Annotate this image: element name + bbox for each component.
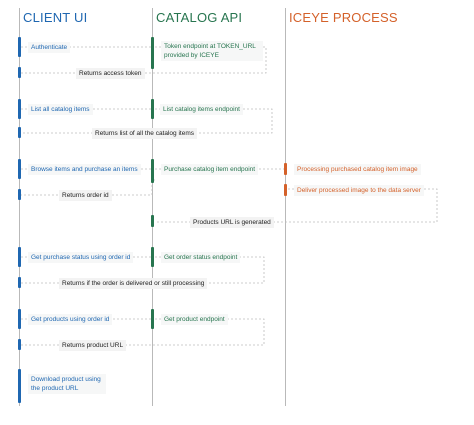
activation-bar-catalog	[151, 37, 154, 69]
activation-bar-iceye	[284, 163, 287, 175]
step-list-catalog-endpoint: List catalog items endpoint	[160, 104, 243, 115]
step-token-endpoint: Token endpoint at TOKEN_URL provided by ICEYE	[161, 41, 263, 61]
step-authenticate: Authenticate	[28, 42, 70, 53]
activation-bar-client	[18, 247, 21, 267]
activation-bar-client	[18, 37, 21, 57]
activation-bar-client	[18, 309, 21, 329]
step-purchase-endpoint: Purchase catalog item endpoint	[161, 164, 258, 175]
activation-bar-client	[18, 67, 21, 78]
step-returns-order-id: Returns order id	[59, 190, 112, 201]
step-returns-catalog-list: Returns list of all the catalog items	[92, 128, 197, 139]
activation-bar-client	[18, 339, 21, 350]
activation-bar-client	[18, 127, 21, 138]
activation-bar-client	[18, 99, 21, 119]
step-order-status-endpoint: Get order status endpoint	[161, 252, 240, 263]
step-browse-purchase: Browse items and purchase an items	[28, 164, 141, 175]
lane-title-client-ui: CLIENT UI	[23, 10, 88, 25]
step-deliver-image: Deliver processed image to the data server	[294, 185, 424, 196]
activation-bar-client	[18, 159, 21, 179]
activation-bar-catalog	[151, 215, 154, 227]
step-processing-image: Processing purchased catalog item image	[294, 164, 421, 175]
lane-title-catalog-api: CATALOG API	[156, 10, 243, 25]
step-download-product: Download product using the product URL	[28, 374, 106, 394]
activation-bar-client	[18, 277, 21, 288]
step-returns-access-token: Returns access token	[76, 68, 145, 79]
activation-bar-catalog	[151, 247, 154, 267]
activation-bar-catalog	[151, 309, 154, 329]
step-products-url-generated: Products URL is generated	[190, 217, 274, 228]
step-returns-order-status: Returns if the order is delivered or still processing	[59, 278, 207, 289]
step-product-endpoint: Get product endpoint	[161, 314, 228, 325]
step-get-products: Get products using order id	[28, 314, 112, 325]
activation-bar-catalog	[151, 159, 154, 183]
activation-bar-iceye	[284, 184, 287, 196]
step-list-catalog-items: List all catalog items	[28, 104, 93, 115]
activation-bar-client	[18, 189, 21, 200]
lane-title-iceye-process: ICEYE PROCESS	[289, 10, 398, 25]
step-returns-product-url: Returns product URL	[59, 340, 126, 351]
step-get-purchase-status: Get purchase status using order id	[28, 252, 133, 263]
activation-bar-catalog	[151, 99, 154, 119]
activation-bar-client	[18, 369, 21, 403]
